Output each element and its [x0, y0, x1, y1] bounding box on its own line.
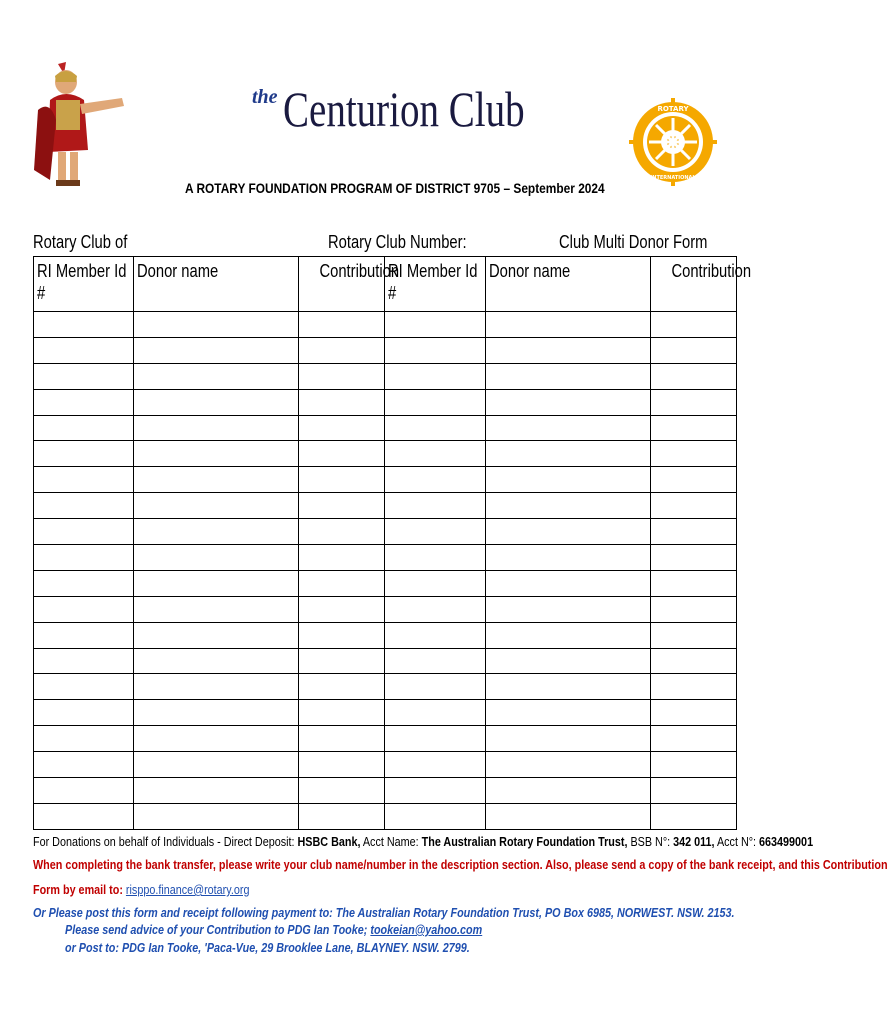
donor-name-cell[interactable] [134, 648, 299, 674]
member-id-cell[interactable] [34, 312, 134, 338]
donor-table [33, 256, 752, 830]
table-row [34, 752, 737, 778]
table-row [34, 700, 737, 726]
donor-name-cell[interactable] [134, 700, 299, 726]
member-id-cell-2[interactable] [385, 674, 486, 700]
contribution-cell-2[interactable] [651, 415, 737, 441]
advice-line: Please send advice of your Contribution to PDG Ian Tooke; tookeian@yahoo.com [65, 922, 483, 937]
donor-name-cell-2[interactable] [486, 726, 651, 752]
donor-name-cell[interactable] [134, 415, 299, 441]
contribution-cell[interactable] [299, 415, 385, 441]
rotary-logo [628, 70, 718, 210]
member-id-cell[interactable] [34, 519, 134, 545]
contribution-cell[interactable] [299, 596, 385, 622]
donor-name-cell-2[interactable] [486, 570, 651, 596]
member-id-cell-2[interactable] [385, 596, 486, 622]
donor-name-cell[interactable] [134, 803, 299, 829]
contribution-cell-2[interactable] [651, 545, 737, 571]
column-header-donor-name-2: Donor name [486, 257, 651, 312]
member-id-cell-2[interactable] [385, 700, 486, 726]
member-id-cell[interactable] [34, 622, 134, 648]
column-header-member-id: RI Member Id # [34, 257, 134, 312]
member-id-cell-2[interactable] [385, 467, 486, 493]
donor-name-cell[interactable] [134, 726, 299, 752]
member-id-cell-2[interactable] [385, 726, 486, 752]
contribution-cell-2[interactable] [651, 596, 737, 622]
contribution-cell[interactable] [299, 441, 385, 467]
donor-name-cell[interactable] [134, 545, 299, 571]
donor-name-cell-2[interactable] [486, 674, 651, 700]
donor-name-cell-2[interactable] [486, 441, 651, 467]
donor-name-cell[interactable] [134, 467, 299, 493]
donor-name-cell-2[interactable] [486, 389, 651, 415]
member-id-cell[interactable] [34, 493, 134, 519]
post-instructions: Or Please post this form and receipt following payment to: The Australian Rotary Foundation Trust, PO Box 6985, NORWEST. NSW. 2153. [33, 905, 735, 920]
donor-name-cell-2[interactable] [486, 622, 651, 648]
club-number-label: Rotary Club Number: [328, 232, 467, 252]
email-line: Form by email to: risppo.finance@rotary.org [33, 882, 250, 897]
logo-ring-bottom: INTERNATIONAL [650, 175, 696, 181]
table-row [34, 674, 737, 700]
donor-name-cell-2[interactable] [486, 803, 651, 829]
donor-name-cell-2[interactable] [486, 312, 651, 338]
contribution-cell-2[interactable] [651, 622, 737, 648]
table-row [34, 726, 737, 752]
donor-name-cell[interactable] [134, 337, 299, 363]
member-id-cell-2[interactable] [385, 648, 486, 674]
donor-name-cell[interactable] [134, 622, 299, 648]
member-id-cell-2[interactable] [385, 622, 486, 648]
donor-name-cell-2[interactable] [486, 337, 651, 363]
member-id-cell[interactable] [34, 415, 134, 441]
contribution-cell[interactable] [299, 648, 385, 674]
member-id-cell-2[interactable] [385, 778, 486, 804]
contribution-cell[interactable] [299, 493, 385, 519]
contribution-cell-2[interactable] [651, 700, 737, 726]
contribution-cell[interactable] [299, 778, 385, 804]
donor-name-cell[interactable] [134, 570, 299, 596]
centurion-illustration [30, 60, 130, 190]
member-id-cell-2[interactable] [385, 803, 486, 829]
contribution-cell[interactable] [299, 752, 385, 778]
member-id-cell-2[interactable] [385, 389, 486, 415]
member-id-cell[interactable] [34, 803, 134, 829]
table-header-row [34, 257, 737, 312]
contribution-cell-2[interactable] [651, 778, 737, 804]
club-of-label: Rotary Club of [33, 232, 128, 252]
donor-name-cell[interactable] [134, 596, 299, 622]
member-id-cell[interactable] [34, 648, 134, 674]
table-row [34, 312, 737, 338]
contribution-cell-2[interactable] [651, 674, 737, 700]
contribution-cell[interactable] [299, 803, 385, 829]
contribution-cell-2[interactable] [651, 389, 737, 415]
contribution-cell-2[interactable] [651, 312, 737, 338]
contribution-cell-2[interactable] [651, 467, 737, 493]
donor-name-cell-2[interactable] [486, 363, 651, 389]
contribution-cell-2[interactable] [651, 648, 737, 674]
table-row [34, 803, 737, 829]
member-id-cell-2[interactable] [385, 545, 486, 571]
column-header-donor-name: Donor name [134, 257, 299, 312]
donor-name-cell-2[interactable] [486, 752, 651, 778]
donor-name-cell-2[interactable] [486, 596, 651, 622]
table-row [34, 570, 737, 596]
table-row [34, 545, 737, 571]
donor-name-cell[interactable] [134, 363, 299, 389]
contribution-cell[interactable] [299, 467, 385, 493]
contribution-cell-2[interactable] [651, 337, 737, 363]
table-row [34, 467, 737, 493]
member-id-cell-2[interactable] [385, 337, 486, 363]
member-id-cell-2[interactable] [385, 312, 486, 338]
table-row [34, 493, 737, 519]
donor-name-cell[interactable] [134, 674, 299, 700]
table-row [34, 363, 737, 389]
member-id-cell[interactable] [34, 467, 134, 493]
contribution-cell-2[interactable] [651, 441, 737, 467]
donor-name-cell-2[interactable] [486, 648, 651, 674]
table-row [34, 778, 737, 804]
contribution-cell-2[interactable] [651, 493, 737, 519]
table-row [34, 389, 737, 415]
donor-name-cell[interactable] [134, 778, 299, 804]
member-id-cell[interactable] [34, 596, 134, 622]
contribution-cell[interactable] [299, 545, 385, 571]
member-id-cell[interactable] [34, 752, 134, 778]
member-id-cell-2[interactable] [385, 493, 486, 519]
table-row [34, 441, 737, 467]
contribution-cell[interactable] [299, 726, 385, 752]
table-row [34, 337, 737, 363]
contribution-cell[interactable] [299, 519, 385, 545]
table-row [34, 622, 737, 648]
logo-ring-top: ROTARY [657, 105, 689, 113]
donor-name-cell-2[interactable] [486, 545, 651, 571]
contribution-cell[interactable] [299, 622, 385, 648]
contribution-cell[interactable] [299, 363, 385, 389]
member-id-cell[interactable] [34, 726, 134, 752]
finance-email-link[interactable]: risppo.finance@rotary.org [125, 882, 250, 897]
column-header-contribution-2: Contribution [651, 257, 737, 312]
pdg-email-link[interactable]: tookeian@yahoo.com [370, 922, 483, 937]
member-id-cell-2[interactable] [385, 519, 486, 545]
transfer-instructions: When completing the bank transfer, please write your club name/number in the description section. Also, please send a copy of the bank receipt, and this Contribution [33, 857, 888, 872]
contribution-cell[interactable] [299, 674, 385, 700]
contribution-cell[interactable] [299, 389, 385, 415]
column-header-member-id-2: RI Member Id # [385, 257, 486, 312]
donor-name-cell-2[interactable] [486, 519, 651, 545]
contribution-cell[interactable] [299, 700, 385, 726]
member-id-cell[interactable] [34, 337, 134, 363]
contribution-cell[interactable] [299, 312, 385, 338]
donor-name-cell[interactable] [134, 493, 299, 519]
column-header-contribution: Contribution [299, 257, 385, 312]
table-row [34, 415, 737, 441]
contribution-cell-2[interactable] [651, 570, 737, 596]
donor-name-cell[interactable] [134, 519, 299, 545]
table-row [34, 596, 737, 622]
contribution-cell[interactable] [299, 570, 385, 596]
member-id-cell-2[interactable] [385, 363, 486, 389]
member-id-cell-2[interactable] [385, 441, 486, 467]
deposit-info: For Donations on behalf of Individuals - Direct Deposit: HSBC Bank, Acct Name: The Australian Rotary Foundation Trust, BSB N°: 342 011, Acct N°: 663499001 [33, 834, 814, 849]
contribution-cell-2[interactable] [651, 752, 737, 778]
donor-name-cell[interactable] [134, 752, 299, 778]
member-id-cell[interactable] [34, 674, 134, 700]
contribution-cell-2[interactable] [651, 363, 737, 389]
member-id-cell-2[interactable] [385, 752, 486, 778]
member-id-cell[interactable] [34, 570, 134, 596]
page-title: Centurion Club [283, 81, 525, 137]
member-id-cell[interactable] [34, 389, 134, 415]
donor-name-cell[interactable] [134, 441, 299, 467]
contribution-cell-2[interactable] [651, 803, 737, 829]
post-address-line: or Post to: PDG Ian Tooke, 'Paca-Vue, 29 Brooklee Lane, BLAYNEY. NSW. 2799. [65, 940, 470, 955]
donor-name-cell[interactable] [134, 312, 299, 338]
contribution-cell-2[interactable] [651, 519, 737, 545]
member-id-cell[interactable] [34, 700, 134, 726]
member-id-cell[interactable] [34, 441, 134, 467]
member-id-cell-2[interactable] [385, 570, 486, 596]
title-prefix: the [252, 86, 278, 108]
form-type-label: Club Multi Donor Form [559, 232, 708, 252]
donor-name-cell-2[interactable] [486, 778, 651, 804]
member-id-cell[interactable] [34, 363, 134, 389]
member-id-cell-2[interactable] [385, 415, 486, 441]
contribution-cell[interactable] [299, 337, 385, 363]
table-row [34, 519, 737, 545]
contribution-cell-2[interactable] [651, 726, 737, 752]
member-id-cell[interactable] [34, 545, 134, 571]
donor-name-cell-2[interactable] [486, 467, 651, 493]
donor-name-cell-2[interactable] [486, 415, 651, 441]
member-id-cell[interactable] [34, 778, 134, 804]
table-row [34, 648, 737, 674]
donor-name-cell[interactable] [134, 389, 299, 415]
donor-name-cell-2[interactable] [486, 700, 651, 726]
donor-name-cell-2[interactable] [486, 493, 651, 519]
subtitle: A ROTARY FOUNDATION PROGRAM OF DISTRICT 9705 – September 2024 [185, 180, 605, 196]
